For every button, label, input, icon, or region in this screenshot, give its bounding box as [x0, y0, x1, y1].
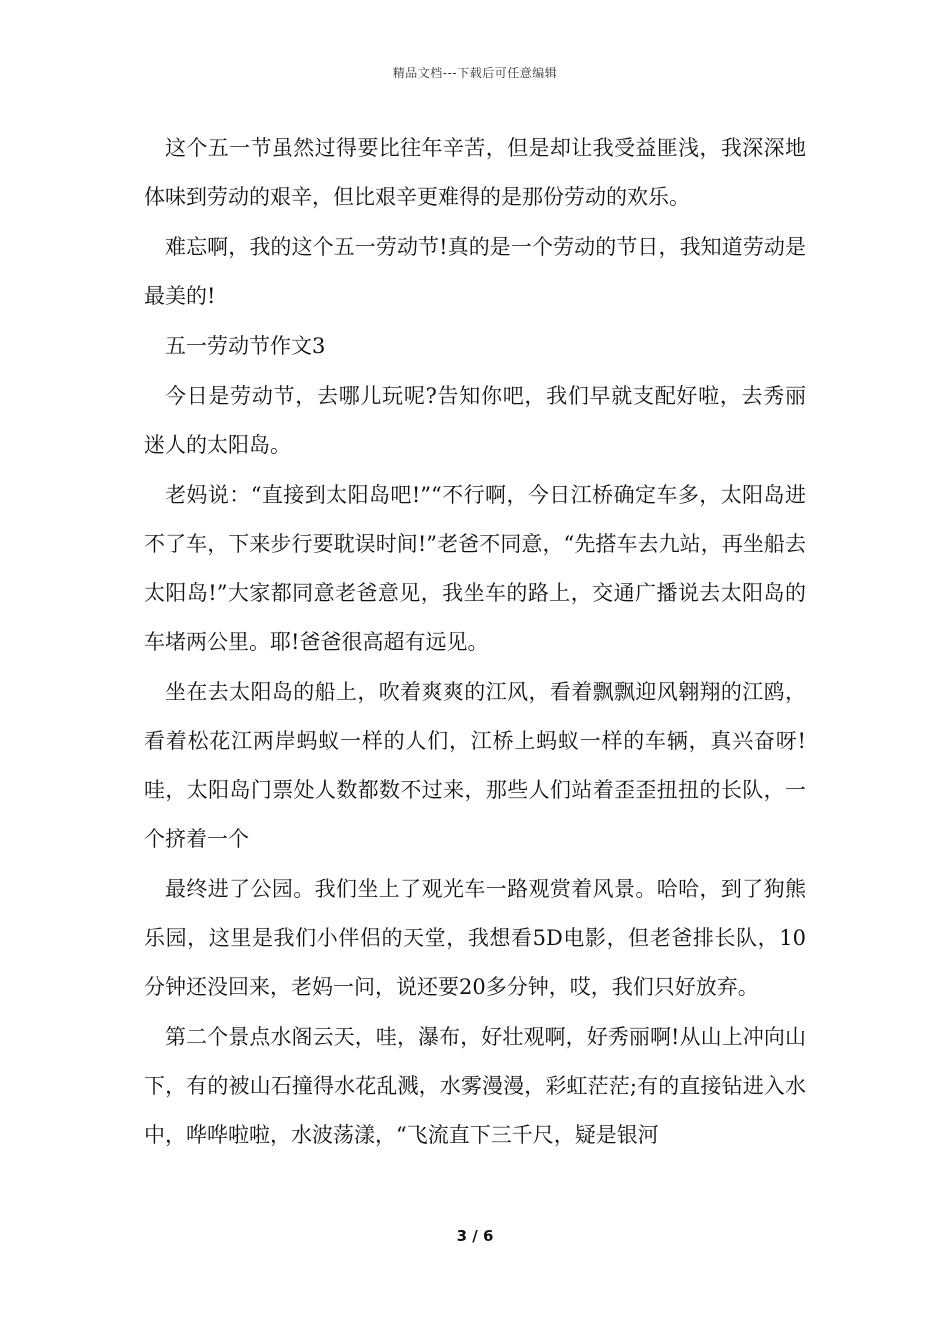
paragraph-4: 老妈说：“直接到太阳岛吧!”“不行啊，今日江桥确定车多，太阳岛进不了车，下来步行要耽误时间!”老爸不同意，“先搭车去九站，再坐船去太阳岛!”大家都同意老爸意见，我坐车的路上，交通广播说去太阳岛的车堵两公里。耶!爸爸很高超有远见。	[144, 483, 806, 654]
document-body	[144, 124, 806, 1160]
paragraph-7: 第二个景点水阁云天，哇，瀑布，好壮观啊，好秀丽啊!从山上冲向山下，有的被山石撞得水花乱溅，水雾漫漫，彩虹茫茫;有的直接钻进入水中，哗哗啦啦，水波荡漾，“飞流直下三千尺，疑是银河	[144, 1025, 806, 1147]
paragraph-2: 难忘啊，我的这个五一劳动节!真的是一个劳动的节日，我知道劳动是最美的!	[144, 235, 806, 308]
paragraph-3: 今日是劳动节，去哪儿玩呢?告知你吧，我们早就支配好啦，去秀丽迷人的太阳岛。	[144, 384, 806, 457]
paragraph-5: 坐在去太阳岛的船上，吹着爽爽的江风，看着飘飘迎风翱翔的江鸥，看着松花江两岸蚂蚁一样的人们，江桥上蚂蚁一样的车辆，真兴奋呀!哇，太阳岛门票处人数都数不过来，那些人们站着歪歪扭扭的长队，一个挤着一个	[144, 680, 806, 851]
page-header: 精品文档---下载后可任意编辑	[392, 66, 558, 80]
page-number: 3 / 6	[456, 1227, 494, 1245]
paragraph-6: 最终进了公园。我们坐上了观光车一路观赏着风景。哈哈，到了狗熊乐园，这里是我们小伴侣的天堂，我想看5D电影，但老爸排长队，10分钟还没回来，老妈一问，说还要20多分钟，哎，我们只好放弃。	[144, 877, 806, 999]
paragraph-1: 这个五一节虽然过得要比往年辛苦，但是却让我受益匪浅，我深深地体味到劳动的艰辛，但比艰辛更难得的是那份劳动的欢乐。	[144, 136, 806, 209]
section-heading: 五一劳动节作文3	[165, 334, 326, 358]
